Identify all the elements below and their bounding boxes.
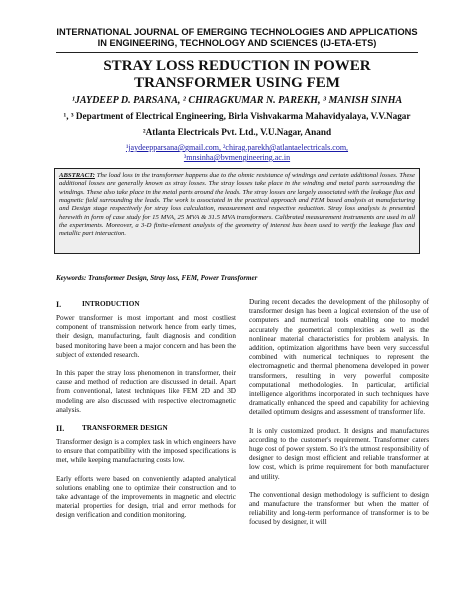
paragraph: Early efforts were based on conveniently adapted analytical solutions enabling one to optimize their construction and to take advantage of the improvements in magnetic and electric material properties for design, trial and error methods for design verification and condition monitoring. [56, 474, 236, 520]
abstract-label: ABSTRACT: [59, 172, 95, 179]
paper-title-line2: TRANSFORMER USING FEM [134, 75, 340, 91]
abstract-box [54, 168, 420, 254]
header-rule [56, 52, 418, 53]
author-emails-line1[interactable]: ¹jaydeepparsana@gmail.com, ²chirag.parekh@atlantaelectricals.com, [125, 143, 349, 152]
paragraph: It is only customized product. It designs and manufactures according to the customer's requirement. Transformer caters huge cost of power system. So it's the utmost responsibility of designer to design most efficient and reliable transformer at low cost, which is prime requirement for both manufacturer and utility. [249, 426, 429, 481]
left-column [56, 298, 236, 530]
abstract-text: The load loss in the transformer happens due to the ohmic resistance of windings and certain additional losses. These additional losses are generally known as stray losses. The stray losses take place in the winding and metal parts surrounding the windings. These also take place in the metal parts around the leads. The stray losses are largely associated with the leakage flux and magnetic field surrounding the leads. The work is associated in the practical approach and FEM based analysis at manufacturing and Design stage respectively for stray loss calculation, measurement and respective reduction. Stray loss analysis is presented herewith in form of case study for 15 MVA, 25 MVA & 31.5 MVA transformers. Calibrated measurement instruments are used in all the experiments. Moreover, a 3-D finite-element analysis of the geometry of interest has been used to verify the leakage flux and metallic part interaction. [59, 172, 415, 238]
paragraph: The conventional design methodology is sufficient to design and manufacture the transformer but when the matter of reliability and long-term performance of transformer is to be focused by designer, it will [249, 490, 429, 527]
keywords: Keywords: Transformer Design, Stray loss, FEM, Power Transformer [56, 274, 258, 282]
affiliation-1: ¹, ³ Department of Electrical Engineering, Birla Vishvakarma Mahavidyalaya, V.V.Nagar [63, 111, 411, 121]
paragraph: In this paper the stray loss phenomenon in transformer, their cause and method of reduction are discussed in detail. Apart from conventional, latest techniques like FEM 2D and 3D modeling are also discussed with respective electromagnetic analysis. [56, 369, 236, 414]
author-emails-line2[interactable]: ³mnsinha@bvmengineering.ac.in [183, 153, 291, 162]
journal-title-line1: INTERNATIONAL JOURNAL OF EMERGING TECHNOLOGIES AND APPLICATIONS [56, 27, 418, 37]
journal-title-line2: IN ENGINEERING, TECHNOLOGY AND SCIENCES (IJ-ETA-ETS) [97, 38, 377, 48]
paragraph: Power transformer is most important and most costliest component of transmission network hence from early times, their design, manufacturing, fault diagnosis and condition based monitoring have been a major concern and has been the subject of extended research. [56, 314, 236, 359]
paragraph: Transformer design is a complex task in which engineers have to ensure that compatibility with the imposed specifications is met, while keeping manufacturing costs low. [56, 438, 236, 465]
paragraph: During recent decades the development of the philosophy of transformer design has been a logical extension of the use of computers and numerical tools enabling one to model accurately the geometrical complexities as well as the nonlinear material characteristics for problem analysis. In addition, optimization algorithms have been very successful combined with numerical techniques to represent the electromagnetic and thermal phenomena developed in power transformers, resulting in very powerful composite computational methodologies. In particular, artificial intelligence algorithms incorporated in such techniques have dramatically enhanced the speed and capability for achieving detailed optimum designs and assessment of transformer life. [249, 298, 429, 417]
section-heading-transformer-design [56, 424, 236, 438]
section-title: INTRODUCTION [82, 300, 140, 308]
section-heading-introduction [56, 300, 236, 314]
paper-title-line1: STRAY LOSS REDUCTION IN POWER [103, 58, 371, 74]
affiliation-2: ²Atlanta Electricals Pvt. Ltd., V.U.Nagar, Anand [142, 127, 332, 137]
section-number: II. [56, 424, 65, 434]
section-title: TRANSFORMER DESIGN [82, 424, 168, 433]
right-column [249, 298, 429, 537]
authors: ¹JAYDEEP D. PARSANA, ² CHIRAGKUMAR N. PAREKH, ³ MANISH SINHA [71, 95, 403, 106]
section-number: I. [56, 300, 62, 309]
